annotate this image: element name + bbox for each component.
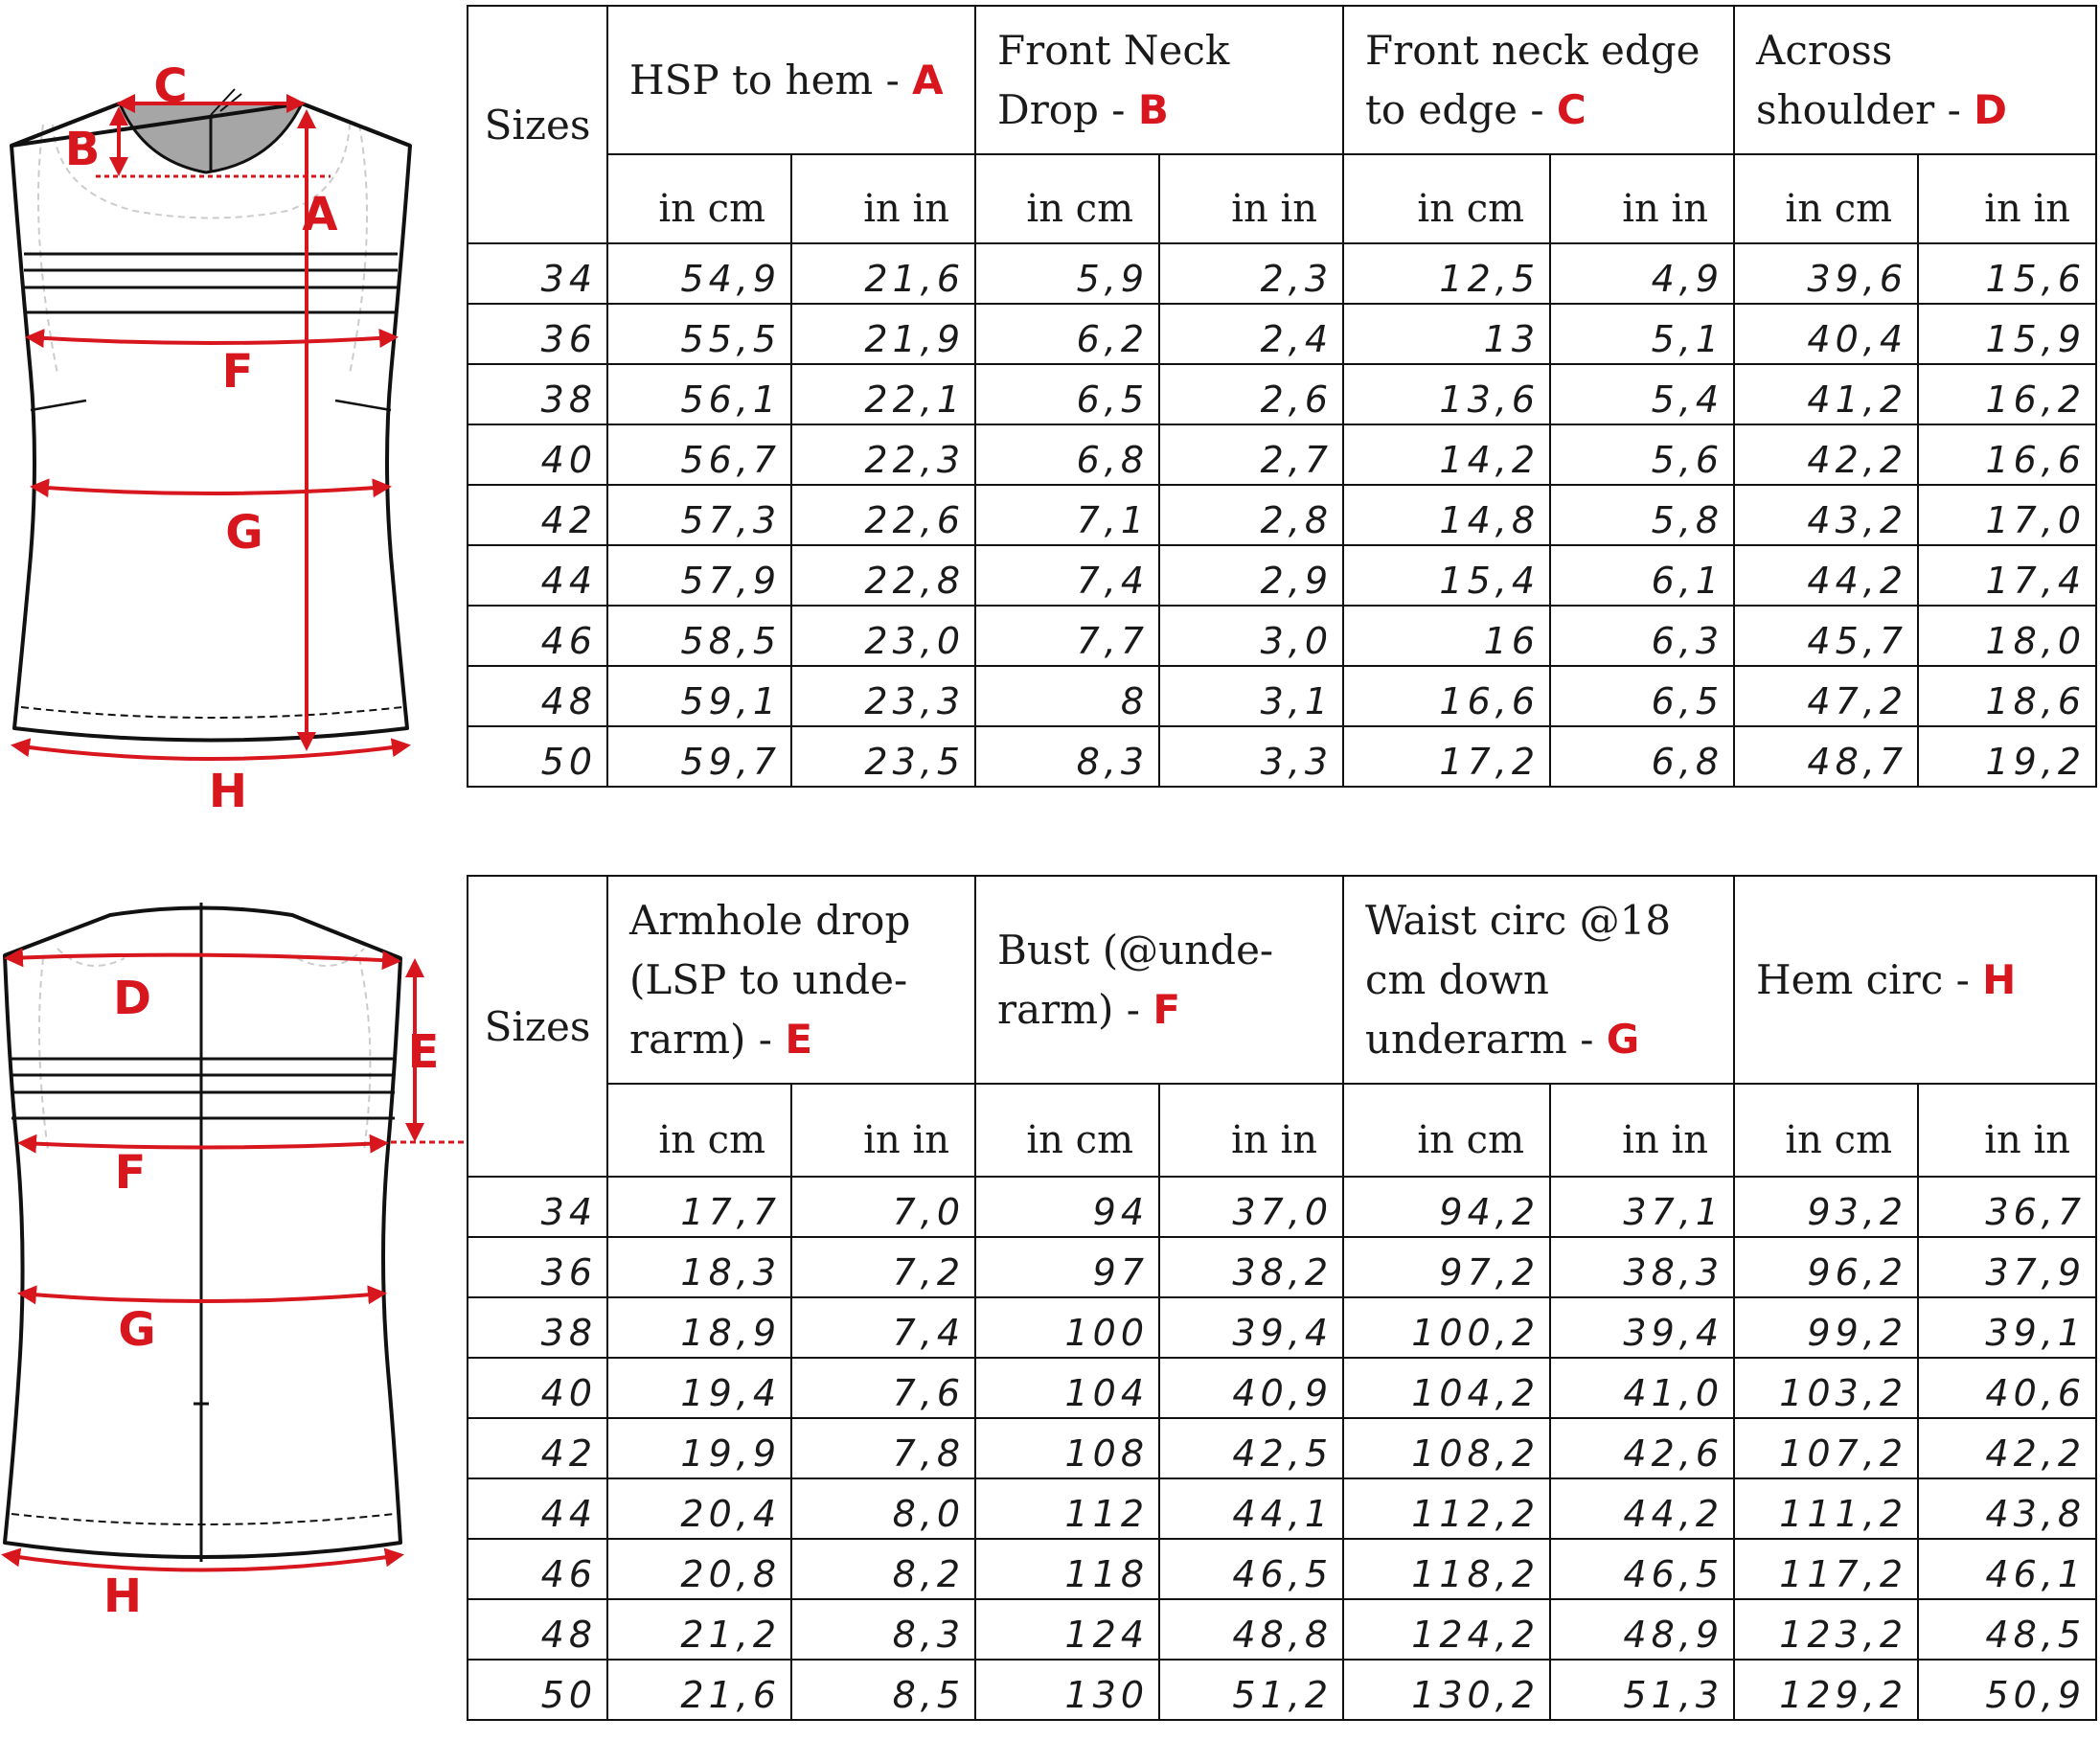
value-cell: 51,3 — [1550, 1660, 1734, 1720]
value-cell: 54,9 — [607, 243, 791, 304]
table-row — [468, 1660, 2096, 1720]
header-letter: D — [1974, 85, 2007, 133]
header-title: Front Neck Drop - — [997, 26, 1230, 133]
value-cell: 7,6 — [791, 1358, 975, 1418]
unit-header: in cm — [1734, 154, 1918, 243]
value-cell: 6,1 — [1550, 545, 1734, 606]
value-cell: 107,2 — [1734, 1418, 1918, 1478]
header-title: Armhole drop (LSP to unde-rarm) - — [629, 896, 911, 1063]
value-cell: 20,4 — [607, 1478, 791, 1539]
front-guide-armhole-right — [350, 125, 367, 374]
table-row — [468, 1539, 2096, 1599]
value-cell: 5,8 — [1550, 485, 1734, 545]
unit-header: in in — [791, 154, 975, 243]
value-cell: 21,6 — [791, 243, 975, 304]
value-cell: 21,9 — [791, 304, 975, 364]
value-cell: 6,3 — [1550, 606, 1734, 666]
value-cell: 39,1 — [1918, 1297, 2096, 1358]
value-cell: 13 — [1343, 304, 1550, 364]
value-cell: 22,1 — [791, 364, 975, 424]
value-cell: 6,2 — [975, 304, 1159, 364]
back-label-d: D — [113, 972, 151, 1025]
unit-header: in in — [791, 1084, 975, 1177]
value-cell: 39,6 — [1734, 243, 1918, 304]
value-cell: 17,4 — [1918, 545, 2096, 606]
size-cell: 50 — [468, 726, 607, 787]
value-cell: 108 — [975, 1418, 1159, 1478]
table-row — [468, 1478, 2096, 1539]
unit-header: in cm — [607, 154, 791, 243]
front-measure-f-line — [29, 337, 395, 343]
header-letter: C — [1556, 85, 1586, 133]
header-title: Bust (@unde-rarm) - — [997, 926, 1274, 1033]
table-row — [468, 666, 2096, 726]
value-cell: 3,0 — [1159, 606, 1343, 666]
value-cell: 130,2 — [1343, 1660, 1550, 1720]
table-2-body — [468, 1177, 2096, 1720]
value-cell: 46,1 — [1918, 1539, 2096, 1599]
value-cell: 46,5 — [1159, 1539, 1343, 1599]
value-cell: 8,3 — [791, 1599, 975, 1660]
value-cell: 48,7 — [1734, 726, 1918, 787]
value-cell: 41,0 — [1550, 1358, 1734, 1418]
size-cell: 36 — [468, 304, 607, 364]
size-cell: 42 — [468, 485, 607, 545]
value-cell: 21,2 — [607, 1599, 791, 1660]
value-cell: 111,2 — [1734, 1478, 1918, 1539]
value-cell: 47,2 — [1734, 666, 1918, 726]
value-cell: 12,5 — [1343, 243, 1550, 304]
unit-header: in cm — [1734, 1084, 1918, 1177]
value-cell: 18,3 — [607, 1237, 791, 1297]
table-row — [468, 1358, 2096, 1418]
value-cell: 18,6 — [1918, 666, 2096, 726]
table-row — [468, 726, 2096, 787]
value-cell: 37,0 — [1159, 1177, 1343, 1237]
value-cell: 15,6 — [1918, 243, 2096, 304]
value-cell: 14,8 — [1343, 485, 1550, 545]
back-guide-armhole-right — [359, 958, 370, 1150]
table-row — [468, 606, 2096, 666]
header-title: Front neck edge to edge - — [1365, 26, 1701, 133]
value-cell: 51,2 — [1159, 1660, 1343, 1720]
value-cell: 37,9 — [1918, 1237, 2096, 1297]
size-cell: 44 — [468, 545, 607, 606]
column-header-d — [1734, 6, 2096, 154]
sizes-header: Sizes — [468, 6, 607, 243]
value-cell: 19,9 — [607, 1418, 791, 1478]
value-cell: 17,0 — [1918, 485, 2096, 545]
value-cell: 3,1 — [1159, 666, 1343, 726]
unit-header: in cm — [607, 1084, 791, 1177]
unit-header: in in — [1550, 154, 1734, 243]
value-cell: 57,9 — [607, 545, 791, 606]
column-header-g — [1343, 876, 1734, 1084]
table-row — [468, 1297, 2096, 1358]
value-cell: 7,8 — [791, 1418, 975, 1478]
value-cell: 7,4 — [975, 545, 1159, 606]
value-cell: 118,2 — [1343, 1539, 1550, 1599]
value-cell: 104 — [975, 1358, 1159, 1418]
size-cell: 36 — [468, 1237, 607, 1297]
value-cell: 5,1 — [1550, 304, 1734, 364]
column-header-h — [1734, 876, 2096, 1084]
value-cell: 58,5 — [607, 606, 791, 666]
size-cell: 48 — [468, 1599, 607, 1660]
value-cell: 8,0 — [791, 1478, 975, 1539]
value-cell: 22,3 — [791, 424, 975, 485]
front-body-outline — [11, 103, 410, 741]
front-label-f: F — [221, 345, 254, 399]
value-cell: 23,0 — [791, 606, 975, 666]
measurement-table-2 — [467, 875, 2097, 1721]
front-label-h: H — [208, 765, 248, 814]
back-label-g: G — [118, 1303, 156, 1357]
value-cell: 37,1 — [1550, 1177, 1734, 1237]
unit-header: in in — [1918, 154, 2096, 243]
value-cell: 8,2 — [791, 1539, 975, 1599]
size-cell: 42 — [468, 1418, 607, 1478]
value-cell: 100 — [975, 1297, 1159, 1358]
value-cell: 94 — [975, 1177, 1159, 1237]
value-cell: 7,2 — [791, 1237, 975, 1297]
table-row — [468, 1237, 2096, 1297]
value-cell: 42,5 — [1159, 1418, 1343, 1478]
value-cell: 39,4 — [1550, 1297, 1734, 1358]
value-cell: 112 — [975, 1478, 1159, 1539]
unit-header: in cm — [1343, 154, 1550, 243]
front-measure-g-line — [34, 487, 388, 493]
size-cell: 48 — [468, 666, 607, 726]
value-cell: 22,8 — [791, 545, 975, 606]
value-cell: 104,2 — [1343, 1358, 1550, 1418]
front-label-g: G — [225, 506, 263, 560]
size-cell: 34 — [468, 243, 607, 304]
value-cell: 124 — [975, 1599, 1159, 1660]
value-cell: 15,9 — [1918, 304, 2096, 364]
header-title: Hem circ - — [1756, 955, 1983, 1003]
back-garment-diagram — [0, 891, 469, 1619]
unit-header: in cm — [975, 1084, 1159, 1177]
value-cell: 7,1 — [975, 485, 1159, 545]
value-cell: 43,8 — [1918, 1478, 2096, 1539]
value-cell: 38,3 — [1550, 1237, 1734, 1297]
size-cell: 50 — [468, 1660, 607, 1720]
header-letter: F — [1153, 985, 1181, 1033]
value-cell: 99,2 — [1734, 1297, 1918, 1358]
sizes-header: Sizes — [468, 876, 607, 1177]
value-cell: 130 — [975, 1660, 1159, 1720]
value-cell: 44,2 — [1550, 1478, 1734, 1539]
value-cell: 36,7 — [1918, 1177, 2096, 1237]
column-header-f — [975, 876, 1343, 1084]
size-cell: 34 — [468, 1177, 607, 1237]
value-cell: 40,9 — [1159, 1358, 1343, 1418]
size-cell: 40 — [468, 424, 607, 485]
table-row — [468, 424, 2096, 485]
unit-header: in cm — [1343, 1084, 1550, 1177]
value-cell: 23,5 — [791, 726, 975, 787]
size-cell: 46 — [468, 606, 607, 666]
value-cell: 50,9 — [1918, 1660, 2096, 1720]
value-cell: 14,2 — [1343, 424, 1550, 485]
value-cell: 59,7 — [607, 726, 791, 787]
back-measure-f-line — [21, 1143, 385, 1148]
front-garment-diagram — [0, 57, 450, 814]
value-cell: 3,3 — [1159, 726, 1343, 787]
value-cell: 38,2 — [1159, 1237, 1343, 1297]
value-cell: 112,2 — [1343, 1478, 1550, 1539]
value-cell: 16 — [1343, 606, 1550, 666]
value-cell: 8,3 — [975, 726, 1159, 787]
value-cell: 8 — [975, 666, 1159, 726]
value-cell: 48,5 — [1918, 1599, 2096, 1660]
table-row — [468, 1599, 2096, 1660]
value-cell: 48,9 — [1550, 1599, 1734, 1660]
value-cell: 19,4 — [607, 1358, 791, 1418]
value-cell: 39,4 — [1159, 1297, 1343, 1358]
value-cell: 22,6 — [791, 485, 975, 545]
front-dart-left — [31, 401, 86, 410]
value-cell: 5,4 — [1550, 364, 1734, 424]
header-letter: H — [1982, 955, 2017, 1003]
value-cell: 13,6 — [1343, 364, 1550, 424]
value-cell: 55,5 — [607, 304, 791, 364]
column-header-b — [975, 6, 1343, 154]
front-hem-stitch — [21, 707, 402, 718]
value-cell: 43,2 — [1734, 485, 1918, 545]
table-row — [468, 304, 2096, 364]
value-cell: 59,1 — [607, 666, 791, 726]
value-cell: 2,6 — [1159, 364, 1343, 424]
value-cell: 7,7 — [975, 606, 1159, 666]
value-cell: 41,2 — [1734, 364, 1918, 424]
back-label-h: H — [103, 1569, 143, 1619]
value-cell: 42,2 — [1918, 1418, 2096, 1478]
table-row — [468, 1418, 2096, 1478]
value-cell: 7,0 — [791, 1177, 975, 1237]
column-header-c — [1343, 6, 1734, 154]
back-label-e: E — [407, 1025, 440, 1079]
table-row — [468, 545, 2096, 606]
value-cell: 129,2 — [1734, 1660, 1918, 1720]
unit-header: in in — [1550, 1084, 1734, 1177]
header-title: Waist circ @18 cm down underarm - — [1365, 896, 1672, 1063]
value-cell: 46,5 — [1550, 1539, 1734, 1599]
value-cell: 15,4 — [1343, 545, 1550, 606]
measurement-table-1 — [467, 5, 2097, 788]
value-cell: 18,0 — [1918, 606, 2096, 666]
table-row — [468, 243, 2096, 304]
back-label-f: F — [114, 1146, 147, 1200]
back-guide-armhole-left — [39, 958, 48, 1150]
header-letter: G — [1606, 1015, 1640, 1063]
back-garment-svg — [0, 891, 469, 1619]
value-cell: 45,7 — [1734, 606, 1918, 666]
value-cell: 5,9 — [975, 243, 1159, 304]
header-letter: A — [912, 56, 944, 103]
size-cell: 38 — [468, 1297, 607, 1358]
value-cell: 4,9 — [1550, 243, 1734, 304]
column-header-a — [607, 6, 975, 154]
back-hem-stitch — [11, 1514, 395, 1524]
value-cell: 100,2 — [1343, 1297, 1550, 1358]
table-row — [468, 1177, 2096, 1237]
front-measure-h-line — [14, 745, 407, 759]
front-garment-svg — [0, 57, 450, 814]
value-cell: 6,8 — [1550, 726, 1734, 787]
value-cell: 42,6 — [1550, 1418, 1734, 1478]
value-cell: 21,6 — [607, 1660, 791, 1720]
size-cell: 44 — [468, 1478, 607, 1539]
value-cell: 2,9 — [1159, 545, 1343, 606]
unit-header: in in — [1159, 154, 1343, 243]
value-cell: 118 — [975, 1539, 1159, 1599]
value-cell: 6,5 — [1550, 666, 1734, 726]
value-cell: 56,1 — [607, 364, 791, 424]
value-cell: 2,8 — [1159, 485, 1343, 545]
header-title: Across shoulder - — [1756, 26, 1974, 133]
front-label-b: B — [64, 123, 101, 176]
value-cell: 16,2 — [1918, 364, 2096, 424]
value-cell: 2,7 — [1159, 424, 1343, 485]
value-cell: 97,2 — [1343, 1237, 1550, 1297]
header-letter: B — [1137, 85, 1169, 133]
value-cell: 44,1 — [1159, 1478, 1343, 1539]
header-title: HSP to hem - — [629, 56, 913, 103]
value-cell: 6,5 — [975, 364, 1159, 424]
unit-header: in cm — [975, 154, 1159, 243]
value-cell: 57,3 — [607, 485, 791, 545]
table-row — [468, 364, 2096, 424]
value-cell: 93,2 — [1734, 1177, 1918, 1237]
value-cell: 123,2 — [1734, 1599, 1918, 1660]
front-label-c: C — [153, 59, 188, 113]
header-letter: E — [785, 1015, 813, 1063]
size-cell: 40 — [468, 1358, 607, 1418]
unit-header: in in — [1918, 1084, 2096, 1177]
value-cell: 16,6 — [1343, 666, 1550, 726]
value-cell: 44,2 — [1734, 545, 1918, 606]
value-cell: 19,2 — [1918, 726, 2096, 787]
value-cell: 103,2 — [1734, 1358, 1918, 1418]
value-cell: 20,8 — [607, 1539, 791, 1599]
unit-header: in in — [1159, 1084, 1343, 1177]
value-cell: 124,2 — [1343, 1599, 1550, 1660]
value-cell: 56,7 — [607, 424, 791, 485]
value-cell: 48,8 — [1159, 1599, 1343, 1660]
value-cell: 2,3 — [1159, 243, 1343, 304]
value-cell: 8,5 — [791, 1660, 975, 1720]
front-dart-right — [335, 401, 391, 410]
value-cell: 18,9 — [607, 1297, 791, 1358]
size-cell: 46 — [468, 1539, 607, 1599]
value-cell: 2,4 — [1159, 304, 1343, 364]
value-cell: 7,4 — [791, 1297, 975, 1358]
value-cell: 96,2 — [1734, 1237, 1918, 1297]
value-cell: 117,2 — [1734, 1539, 1918, 1599]
value-cell: 40,4 — [1734, 304, 1918, 364]
value-cell: 97 — [975, 1237, 1159, 1297]
value-cell: 16,6 — [1918, 424, 2096, 485]
size-cell: 38 — [468, 364, 607, 424]
value-cell: 6,8 — [975, 424, 1159, 485]
column-header-e — [607, 876, 975, 1084]
value-cell: 5,6 — [1550, 424, 1734, 485]
table-row — [468, 485, 2096, 545]
value-cell: 17,2 — [1343, 726, 1550, 787]
value-cell: 17,7 — [607, 1177, 791, 1237]
value-cell: 94,2 — [1343, 1177, 1550, 1237]
value-cell: 108,2 — [1343, 1418, 1550, 1478]
value-cell: 42,2 — [1734, 424, 1918, 485]
table-1-body — [468, 243, 2096, 787]
value-cell: 23,3 — [791, 666, 975, 726]
front-label-a: A — [302, 188, 338, 241]
value-cell: 40,6 — [1918, 1358, 2096, 1418]
